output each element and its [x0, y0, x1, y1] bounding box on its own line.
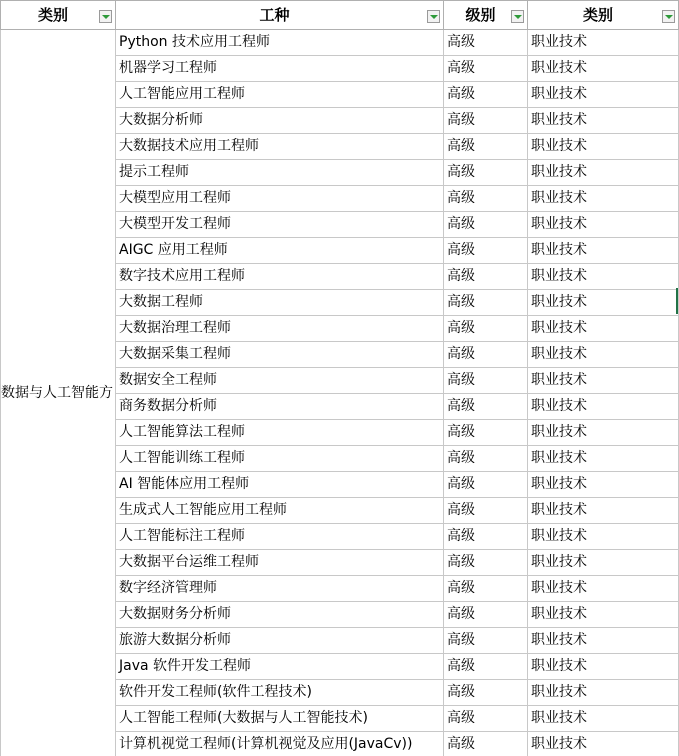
type-cell[interactable]: 职业技术: [528, 576, 679, 602]
job-name-cell[interactable]: 大数据治理工程师: [116, 316, 444, 342]
job-name-cell[interactable]: 大数据采集工程师: [116, 342, 444, 368]
type-cell[interactable]: 职业技术: [528, 316, 679, 342]
filter-dropdown-icon[interactable]: [511, 10, 524, 23]
type-cell[interactable]: 职业技术: [528, 732, 679, 756]
level-cell[interactable]: 高级: [444, 186, 528, 212]
job-name-cell[interactable]: AIGC 应用工程师: [116, 238, 444, 264]
type-cell[interactable]: 职业技术: [528, 82, 679, 108]
header-row: [1, 1, 679, 30]
header-level[interactable]: [444, 1, 528, 30]
type-cell[interactable]: 职业技术: [528, 238, 679, 264]
type-cell[interactable]: 职业技术: [528, 212, 679, 238]
level-cell[interactable]: 高级: [444, 316, 528, 342]
type-cell[interactable]: 职业技术: [528, 680, 679, 706]
type-cell[interactable]: 职业技术: [528, 602, 679, 628]
level-cell[interactable]: 高级: [444, 654, 528, 680]
type-cell[interactable]: 职业技术: [528, 420, 679, 446]
merged-category-cell[interactable]: [1, 30, 116, 756]
level-cell[interactable]: 高级: [444, 706, 528, 732]
job-name-cell[interactable]: Java 软件开发工程师: [116, 654, 444, 680]
header-level-label: 级别: [465, 6, 496, 24]
type-cell[interactable]: 职业技术: [528, 524, 679, 550]
level-cell[interactable]: 高级: [444, 394, 528, 420]
job-name-cell[interactable]: 大数据平台运维工程师: [116, 550, 444, 576]
level-cell[interactable]: 高级: [444, 290, 528, 316]
job-name-cell[interactable]: 数字经济管理师: [116, 576, 444, 602]
level-cell[interactable]: 高级: [444, 680, 528, 706]
level-cell[interactable]: 高级: [444, 550, 528, 576]
level-cell[interactable]: 高级: [444, 576, 528, 602]
type-cell[interactable]: 职业技术: [528, 706, 679, 732]
job-name-cell[interactable]: 数字技术应用工程师: [116, 264, 444, 290]
level-cell[interactable]: 高级: [444, 238, 528, 264]
table-row: [1, 30, 679, 56]
level-cell[interactable]: 高级: [444, 446, 528, 472]
type-cell[interactable]: 职业技术: [528, 290, 679, 316]
merged-category-text: 数据与人工智能方: [1, 385, 113, 401]
type-cell[interactable]: 职业技术: [528, 160, 679, 186]
level-cell[interactable]: 高级: [444, 108, 528, 134]
job-name-cell[interactable]: 软件开发工程师(软件工程技术): [116, 680, 444, 706]
level-cell[interactable]: 高级: [444, 342, 528, 368]
job-name-cell[interactable]: 大数据分析师: [116, 108, 444, 134]
job-name-cell[interactable]: 大模型应用工程师: [116, 186, 444, 212]
type-cell[interactable]: 职业技术: [528, 654, 679, 680]
job-name-cell[interactable]: 人工智能应用工程师: [116, 82, 444, 108]
level-cell[interactable]: 高级: [444, 264, 528, 290]
level-cell[interactable]: 高级: [444, 732, 528, 756]
table-body: [1, 30, 679, 756]
job-name-cell[interactable]: 人工智能标注工程师: [116, 524, 444, 550]
job-name-cell[interactable]: 人工智能算法工程师: [116, 420, 444, 446]
level-cell[interactable]: 高级: [444, 602, 528, 628]
header-job[interactable]: [116, 1, 444, 30]
level-cell[interactable]: 高级: [444, 368, 528, 394]
level-cell[interactable]: 高级: [444, 56, 528, 82]
level-cell[interactable]: 高级: [444, 212, 528, 238]
type-cell[interactable]: 职业技术: [528, 472, 679, 498]
type-cell[interactable]: 职业技术: [528, 56, 679, 82]
job-name-cell[interactable]: AI 智能体应用工程师: [116, 472, 444, 498]
cell-selection-border: [676, 288, 678, 314]
level-cell[interactable]: 高级: [444, 472, 528, 498]
level-cell[interactable]: 高级: [444, 160, 528, 186]
type-cell[interactable]: 职业技术: [528, 446, 679, 472]
job-name-cell[interactable]: 人工智能训练工程师: [116, 446, 444, 472]
level-cell[interactable]: 高级: [444, 82, 528, 108]
level-cell[interactable]: 高级: [444, 420, 528, 446]
job-name-cell[interactable]: 大数据工程师: [116, 290, 444, 316]
filter-dropdown-icon[interactable]: [427, 10, 440, 23]
header-category-2-label: 类别: [582, 6, 613, 24]
type-cell[interactable]: 职业技术: [528, 186, 679, 212]
level-cell[interactable]: 高级: [444, 30, 528, 56]
type-cell[interactable]: 职业技术: [528, 550, 679, 576]
type-cell[interactable]: 职业技术: [528, 134, 679, 160]
job-name-cell[interactable]: 计算机视觉工程师(计算机视觉及应用(JavaCv)): [116, 732, 444, 756]
type-cell[interactable]: 职业技术: [528, 394, 679, 420]
job-name-cell[interactable]: 生成式人工智能应用工程师: [116, 498, 444, 524]
job-name-cell[interactable]: 人工智能工程师(大数据与人工智能技术): [116, 706, 444, 732]
type-cell[interactable]: 职业技术: [528, 108, 679, 134]
header-job-label: 工种: [259, 6, 290, 24]
job-name-cell[interactable]: 旅游大数据分析师: [116, 628, 444, 654]
type-cell[interactable]: 职业技术: [528, 498, 679, 524]
level-cell[interactable]: 高级: [444, 524, 528, 550]
job-name-cell[interactable]: 大数据技术应用工程师: [116, 134, 444, 160]
type-cell[interactable]: 职业技术: [528, 342, 679, 368]
level-cell[interactable]: 高级: [444, 628, 528, 654]
level-cell[interactable]: 高级: [444, 498, 528, 524]
job-name-cell[interactable]: 大数据财务分析师: [116, 602, 444, 628]
header-category-1-label: 类别: [37, 6, 68, 24]
job-name-cell[interactable]: 机器学习工程师: [116, 56, 444, 82]
type-cell[interactable]: 职业技术: [528, 30, 679, 56]
level-cell[interactable]: 高级: [444, 134, 528, 160]
header-category-2[interactable]: [528, 1, 679, 30]
header-category-1[interactable]: [1, 1, 116, 30]
type-cell[interactable]: 职业技术: [528, 368, 679, 394]
filter-dropdown-icon[interactable]: [99, 10, 112, 23]
job-name-cell[interactable]: 大模型开发工程师: [116, 212, 444, 238]
job-name-cell[interactable]: 数据安全工程师: [116, 368, 444, 394]
job-name-cell[interactable]: 提示工程师: [116, 160, 444, 186]
type-cell[interactable]: 职业技术: [528, 264, 679, 290]
filter-dropdown-icon[interactable]: [662, 10, 675, 23]
job-name-cell[interactable]: Python 技术应用工程师: [116, 30, 444, 56]
job-name-cell[interactable]: 商务数据分析师: [116, 394, 444, 420]
type-cell[interactable]: 职业技术: [528, 628, 679, 654]
